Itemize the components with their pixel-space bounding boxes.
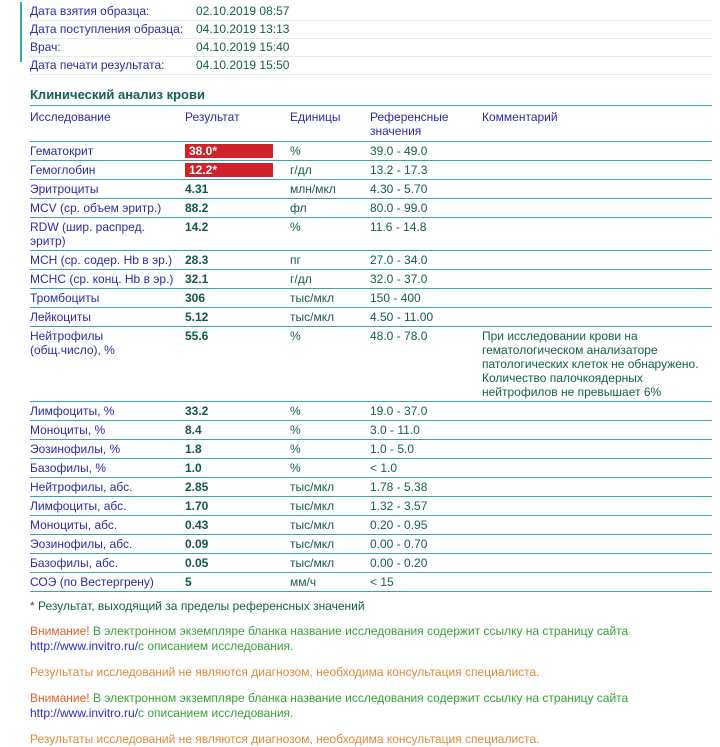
- cell-reference: 0.00 - 0.20: [370, 554, 482, 573]
- info-value: 04.10.2019 15:50: [196, 58, 290, 72]
- cell-reference: 48.0 - 78.0: [370, 327, 482, 402]
- attention-text: В электронном экземпляре бланка название исследования содержит ссылку на страницу сайта: [92, 691, 629, 705]
- flagged-result-value: 12.2*: [185, 163, 273, 177]
- result-value: 0.05: [185, 556, 209, 570]
- cell-test-name: Эозинофилы, %: [30, 440, 185, 459]
- cell-comment: [482, 573, 712, 592]
- cell-result: [185, 308, 290, 327]
- cell-comment: [482, 497, 712, 516]
- cell-reference: 11.6 - 14.8: [370, 218, 482, 251]
- cell-result: [185, 554, 290, 573]
- info-row-print-date: [30, 57, 712, 75]
- result-value: 32.1: [185, 272, 209, 286]
- table-row: [30, 142, 712, 161]
- table-row: [30, 421, 712, 440]
- table-row: [30, 251, 712, 270]
- cell-test-name: Базофилы, %: [30, 459, 185, 478]
- table-row: [30, 535, 712, 554]
- table-row: [30, 402, 712, 421]
- cell-reference: 3.0 - 11.0: [370, 421, 482, 440]
- cell-comment: [482, 218, 712, 251]
- cell-units: тыс/мкл: [290, 516, 370, 535]
- cell-result: [185, 327, 290, 402]
- cell-result: [185, 459, 290, 478]
- info-label: Дата поступления образца:: [30, 22, 184, 36]
- cell-reference: 19.0 - 37.0: [370, 402, 482, 421]
- flagged-result-value: 38.0*: [185, 144, 273, 158]
- cell-result: [185, 402, 290, 421]
- cell-comment: [482, 308, 712, 327]
- cell-test-name: RDW (шир. распред. эритр): [30, 218, 185, 251]
- cell-reference: 0.00 - 0.70: [370, 535, 482, 554]
- result-value: 88.2: [185, 201, 209, 215]
- cell-result: [185, 535, 290, 554]
- cell-result: [185, 218, 290, 251]
- table-row: [30, 497, 712, 516]
- cell-test-name: Базофилы, абс.: [30, 554, 185, 573]
- result-value: 1.70: [185, 499, 209, 513]
- cell-result: [185, 289, 290, 308]
- attention-label: Внимание!: [30, 691, 90, 705]
- cell-test-name: Эозинофилы, абс.: [30, 535, 185, 554]
- cell-result: [185, 270, 290, 289]
- cell-comment: [482, 459, 712, 478]
- attention-notice-1: [30, 624, 685, 654]
- info-value: 04.10.2019 13:13: [196, 22, 290, 36]
- cell-test-name: Моноциты, %: [30, 421, 185, 440]
- cell-units: %: [290, 421, 370, 440]
- attention-text-suffix: с описанием исследования.: [138, 706, 294, 720]
- cell-test-name: Гематокрит: [30, 142, 185, 161]
- cell-units: %: [290, 327, 370, 402]
- cell-comment: [482, 161, 712, 180]
- column-header-units: Единицы: [290, 106, 370, 142]
- cell-reference: 13.2 - 17.3: [370, 161, 482, 180]
- cell-reference: 27.0 - 34.0: [370, 251, 482, 270]
- cell-test-name: Гемоглобин: [30, 161, 185, 180]
- cell-reference: < 1.0: [370, 459, 482, 478]
- cell-result: [185, 573, 290, 592]
- cell-result: [185, 497, 290, 516]
- cell-test-name: MCV (ср. объем эритр.): [30, 199, 185, 218]
- cell-comment: [482, 478, 712, 497]
- table-row: [30, 459, 712, 478]
- cell-reference: 39.0 - 49.0: [370, 142, 482, 161]
- cell-units: мм/ч: [290, 573, 370, 592]
- cell-comment: [482, 421, 712, 440]
- cell-units: %: [290, 218, 370, 251]
- result-value: 2.85: [185, 480, 209, 494]
- column-header-research: Исследование: [30, 106, 185, 142]
- cell-test-name: Лейкоциты: [30, 308, 185, 327]
- cell-units: %: [290, 142, 370, 161]
- table-row: [30, 161, 712, 180]
- table-row: [30, 218, 712, 251]
- cell-reference: 80.0 - 99.0: [370, 199, 482, 218]
- cell-test-name: Тромбоциты: [30, 289, 185, 308]
- cell-comment: При исследовании крови на гематологическом анализаторе патологических клеток не обнаружено. Количество палочкоядерных нейтрофилов не превышает 6%: [482, 327, 712, 402]
- cell-units: тыс/мкл: [290, 289, 370, 308]
- result-value: 5: [185, 575, 192, 589]
- result-value: 14.2: [185, 220, 209, 234]
- disclaimer-notice-2: Результаты исследований не являются диагнозом, необходима консультация специалиста.: [30, 732, 540, 746]
- table-row: [30, 308, 712, 327]
- cell-comment: [482, 180, 712, 199]
- cell-reference: 4.50 - 11.00: [370, 308, 482, 327]
- cell-reference: 1.0 - 5.0: [370, 440, 482, 459]
- cell-units: %: [290, 440, 370, 459]
- cell-reference: < 15: [370, 573, 482, 592]
- table-row: [30, 573, 712, 592]
- disclaimer-notice-1: Результаты исследований не являются диагнозом, необходима консультация специалиста.: [30, 665, 540, 679]
- result-value: 0.43: [185, 518, 209, 532]
- cell-result: [185, 142, 290, 161]
- result-value: 1.0: [185, 461, 202, 475]
- info-label: Дата взятия образца:: [30, 4, 150, 18]
- result-value: 5.12: [185, 310, 209, 324]
- info-row-sample-received: [30, 21, 712, 39]
- info-value: 02.10.2019 08:57: [196, 4, 290, 18]
- table-row: [30, 180, 712, 199]
- cell-comment: [482, 270, 712, 289]
- attention-text-suffix: с описанием исследования.: [138, 639, 294, 653]
- cell-units: г/дл: [290, 161, 370, 180]
- table-row: [30, 289, 712, 308]
- cell-test-name: СОЭ (по Вестергрену): [30, 573, 185, 592]
- cell-reference: 1.32 - 3.57: [370, 497, 482, 516]
- info-label: Дата печати результата:: [30, 58, 165, 72]
- cell-test-name: MCHC (ср. конц. Hb в эр.): [30, 270, 185, 289]
- cell-test-name: Моноциты, абс.: [30, 516, 185, 535]
- cell-comment: [482, 142, 712, 161]
- result-value: 8.4: [185, 423, 202, 437]
- cell-comment: [482, 535, 712, 554]
- table-row: [30, 516, 712, 535]
- column-header-comment: Комментарий: [482, 106, 712, 142]
- cell-reference: 32.0 - 37.0: [370, 270, 482, 289]
- column-header-reference: Референсные значения: [370, 106, 482, 142]
- cell-units: млн/мкл: [290, 180, 370, 199]
- cell-comment: [482, 516, 712, 535]
- cell-comment: [482, 554, 712, 573]
- cell-reference: 1.78 - 5.38: [370, 478, 482, 497]
- cell-result: [185, 180, 290, 199]
- results-table: [30, 106, 712, 592]
- cell-test-name: Лимфоциты, %: [30, 402, 185, 421]
- attention-text: В электронном экземпляре бланка название исследования содержит ссылку на страницу сайта: [92, 624, 629, 638]
- cell-result: [185, 199, 290, 218]
- table-row: [30, 440, 712, 459]
- cell-comment: [482, 251, 712, 270]
- result-value: 4.31: [185, 182, 209, 196]
- cell-units: тыс/мкл: [290, 308, 370, 327]
- result-value: 33.2: [185, 404, 209, 418]
- cell-units: г/дл: [290, 270, 370, 289]
- table-row: [30, 478, 712, 497]
- cell-test-name: Лимфоциты, абс.: [30, 497, 185, 516]
- sample-info-block: [30, 3, 712, 75]
- info-value: 04.10.2019 15:40: [196, 40, 290, 54]
- table-header-row: [30, 106, 712, 142]
- result-value: 55.6: [185, 329, 209, 343]
- attention-label: Внимание!: [30, 624, 90, 638]
- cell-result: [185, 478, 290, 497]
- cell-test-name: Эритроциты: [30, 180, 185, 199]
- cell-comment: [482, 402, 712, 421]
- cell-units: пг: [290, 251, 370, 270]
- cell-test-name: Нейтрофилы, абс.: [30, 478, 185, 497]
- cell-reference: 0.20 - 0.95: [370, 516, 482, 535]
- info-row-sample-taken: [30, 3, 712, 21]
- result-value: 1.8: [185, 442, 202, 456]
- cell-units: тыс/мкл: [290, 535, 370, 554]
- cell-units: тыс/мкл: [290, 497, 370, 516]
- cell-comment: [482, 199, 712, 218]
- cell-test-name: MCH (ср. содер. Hb в эр.): [30, 251, 185, 270]
- invitro-link[interactable]: http://www.invitro.ru/: [30, 639, 139, 653]
- cell-reference: 150 - 400: [370, 289, 482, 308]
- cell-test-name: Нейтрофилы (общ.число), %: [30, 327, 185, 402]
- cell-units: тыс/мкл: [290, 478, 370, 497]
- table-row: [30, 554, 712, 573]
- section-title: Клинический анализ крови: [30, 84, 712, 106]
- cell-units: %: [290, 459, 370, 478]
- result-value: 28.3: [185, 253, 209, 267]
- result-value: 306: [185, 291, 206, 305]
- result-value: 0.09: [185, 537, 209, 551]
- cell-units: %: [290, 402, 370, 421]
- column-header-result: Результат: [185, 106, 290, 142]
- cell-result: [185, 440, 290, 459]
- cell-comment: [482, 440, 712, 459]
- attention-notice-2: [30, 691, 685, 721]
- cell-units: тыс/мкл: [290, 554, 370, 573]
- info-row-doctor: [30, 39, 712, 57]
- cell-units: фл: [290, 199, 370, 218]
- left-accent-bar: [20, 2, 22, 62]
- cell-comment: [482, 289, 712, 308]
- info-label: Врач:: [30, 40, 61, 54]
- table-row: [30, 327, 712, 402]
- table-row: [30, 270, 712, 289]
- cell-result: [185, 161, 290, 180]
- cell-reference: 4.30 - 5.70: [370, 180, 482, 199]
- cell-result: [185, 251, 290, 270]
- cell-result: [185, 421, 290, 440]
- out-of-range-footnote: * Результат, выходящий за пределы референсных значений: [30, 599, 365, 613]
- cell-result: [185, 516, 290, 535]
- invitro-link[interactable]: http://www.invitro.ru/: [30, 706, 139, 720]
- table-row: [30, 199, 712, 218]
- notices-block: [30, 624, 712, 747]
